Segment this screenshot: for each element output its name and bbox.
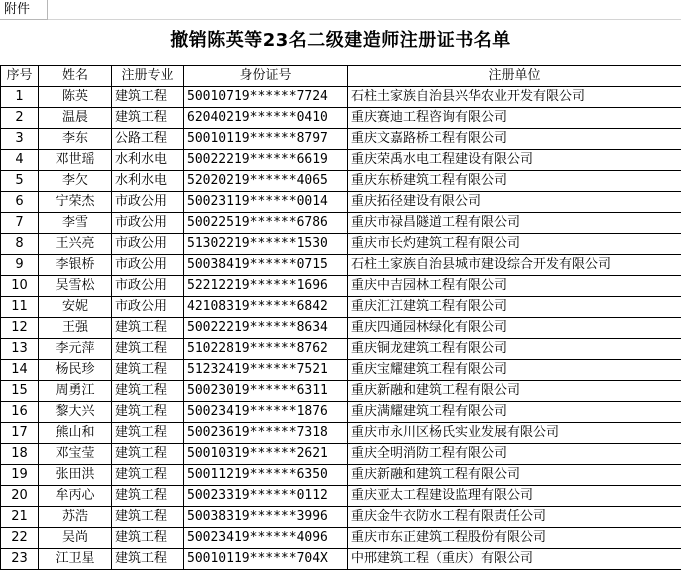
cell-specialty: 建筑工程 (112, 108, 184, 129)
cell-name: 李东 (39, 129, 112, 150)
cell-no: 23 (1, 549, 39, 570)
cell-unit: 重庆中吉园林工程有限公司 (348, 276, 681, 297)
cell-unit: 中邢建筑工程（重庆）有限公司 (348, 549, 681, 570)
cell-no: 3 (1, 129, 39, 150)
revocation-table (0, 65, 681, 570)
table-row (1, 150, 681, 171)
cell-specialty: 建筑工程 (112, 402, 184, 423)
cell-name: 邓宝莹 (39, 444, 112, 465)
cell-unit: 石柱土家族自治县兴华农业开发有限公司 (348, 87, 681, 108)
cell-unit: 重庆拓径建设有限公司 (348, 192, 681, 213)
cell-unit: 重庆满耀建筑工程有限公司 (348, 402, 681, 423)
header-unit: 注册单位 (348, 66, 681, 87)
table-row (1, 171, 681, 192)
cell-name: 黎大兴 (39, 402, 112, 423)
cell-unit: 重庆赛迪工程咨询有限公司 (348, 108, 681, 129)
table-row (1, 381, 681, 402)
cell-specialty: 建筑工程 (112, 465, 184, 486)
cell-id-number: 50010119******8797 (184, 129, 348, 150)
header-id-number: 身份证号 (184, 66, 348, 87)
cell-no: 19 (1, 465, 39, 486)
table-row (1, 402, 681, 423)
cell-specialty: 建筑工程 (112, 339, 184, 360)
table-row (1, 255, 681, 276)
cell-no: 7 (1, 213, 39, 234)
table-row (1, 276, 681, 297)
cell-id-number: 50010119******704X (184, 549, 348, 570)
cell-no: 18 (1, 444, 39, 465)
cell-name: 吴尚 (39, 528, 112, 549)
cell-id-number: 51022819******8762 (184, 339, 348, 360)
attachment-label: 附件 (0, 0, 48, 20)
cell-name: 李欠 (39, 171, 112, 192)
header-specialty: 注册专业 (112, 66, 184, 87)
cell-specialty: 市政公用 (112, 276, 184, 297)
cell-id-number: 50023019******6311 (184, 381, 348, 402)
table-row (1, 318, 681, 339)
cell-specialty: 建筑工程 (112, 507, 184, 528)
cell-unit: 重庆汇江建筑工程有限公司 (348, 297, 681, 318)
table-row (1, 129, 681, 150)
cell-no: 15 (1, 381, 39, 402)
cell-no: 5 (1, 171, 39, 192)
cell-name: 张田洪 (39, 465, 112, 486)
cell-unit: 重庆市禄昌隧道工程有限公司 (348, 213, 681, 234)
cell-name: 安妮 (39, 297, 112, 318)
cell-specialty: 建筑工程 (112, 528, 184, 549)
cell-id-number: 62040219******0410 (184, 108, 348, 129)
cell-no: 2 (1, 108, 39, 129)
cell-unit: 石柱土家族自治县城市建设综合开发有限公司 (348, 255, 681, 276)
cell-unit: 重庆全明消防工程有限公司 (348, 444, 681, 465)
cell-unit: 重庆文嘉路桥工程有限公司 (348, 129, 681, 150)
cell-specialty: 建筑工程 (112, 549, 184, 570)
cell-specialty: 市政公用 (112, 234, 184, 255)
table-row (1, 423, 681, 444)
cell-name: 李雪 (39, 213, 112, 234)
cell-specialty: 建筑工程 (112, 444, 184, 465)
cell-specialty: 建筑工程 (112, 486, 184, 507)
cell-unit: 重庆亚太工程建设监理有限公司 (348, 486, 681, 507)
cell-id-number: 50038319******3996 (184, 507, 348, 528)
cell-unit: 重庆新融和建筑工程有限公司 (348, 465, 681, 486)
cell-unit: 重庆宝耀建筑工程有限公司 (348, 360, 681, 381)
cell-no: 6 (1, 192, 39, 213)
table-row (1, 549, 681, 570)
cell-name: 王强 (39, 318, 112, 339)
cell-no: 17 (1, 423, 39, 444)
cell-specialty: 建筑工程 (112, 423, 184, 444)
cell-name: 李元萍 (39, 339, 112, 360)
cell-specialty: 市政公用 (112, 213, 184, 234)
cell-specialty: 市政公用 (112, 255, 184, 276)
cell-no: 9 (1, 255, 39, 276)
table-row (1, 507, 681, 528)
cell-unit: 重庆荣禹水电工程建设有限公司 (348, 150, 681, 171)
cell-id-number: 42108319******6842 (184, 297, 348, 318)
cell-specialty: 建筑工程 (112, 318, 184, 339)
sheet-gridline (48, 19, 681, 20)
cell-no: 16 (1, 402, 39, 423)
cell-name: 邓世瑶 (39, 150, 112, 171)
cell-id-number: 50010719******7724 (184, 87, 348, 108)
table-row (1, 108, 681, 129)
cell-unit: 重庆铜龙建筑工程有限公司 (348, 339, 681, 360)
cell-no: 20 (1, 486, 39, 507)
document-title: 撤销陈英等23名二级建造师注册证书名单 (0, 26, 681, 56)
table-row (1, 360, 681, 381)
header-name: 姓名 (39, 66, 112, 87)
cell-name: 王兴亮 (39, 234, 112, 255)
cell-id-number: 50023119******0014 (184, 192, 348, 213)
cell-no: 11 (1, 297, 39, 318)
cell-id-number: 50038419******0715 (184, 255, 348, 276)
cell-id-number: 50022219******8634 (184, 318, 348, 339)
cell-id-number: 51232419******7521 (184, 360, 348, 381)
table-header-row (1, 66, 681, 87)
cell-no: 14 (1, 360, 39, 381)
table-row (1, 444, 681, 465)
cell-name: 江卫星 (39, 549, 112, 570)
cell-id-number: 51302219******1530 (184, 234, 348, 255)
table-row (1, 87, 681, 108)
cell-unit: 重庆新融和建筑工程有限公司 (348, 381, 681, 402)
cell-id-number: 50023419******1876 (184, 402, 348, 423)
cell-id-number: 50022219******6619 (184, 150, 348, 171)
cell-no: 21 (1, 507, 39, 528)
cell-no: 12 (1, 318, 39, 339)
cell-id-number: 52212219******1696 (184, 276, 348, 297)
cell-name: 牟丙心 (39, 486, 112, 507)
cell-unit: 重庆东桥建筑工程有限公司 (348, 171, 681, 192)
cell-name: 李银桥 (39, 255, 112, 276)
cell-name: 陈英 (39, 87, 112, 108)
cell-no: 4 (1, 150, 39, 171)
cell-no: 1 (1, 87, 39, 108)
cell-unit: 重庆四通园林绿化有限公司 (348, 318, 681, 339)
cell-specialty: 建筑工程 (112, 360, 184, 381)
cell-id-number: 50023619******7318 (184, 423, 348, 444)
cell-name: 苏浩 (39, 507, 112, 528)
header-no: 序号 (1, 66, 39, 87)
cell-specialty: 市政公用 (112, 297, 184, 318)
cell-unit: 重庆金牛衣防水工程有限责任公司 (348, 507, 681, 528)
cell-name: 熊山和 (39, 423, 112, 444)
cell-name: 周勇江 (39, 381, 112, 402)
cell-unit: 重庆市东正建筑工程股份有限公司 (348, 528, 681, 549)
cell-name: 杨民珍 (39, 360, 112, 381)
table-row (1, 465, 681, 486)
cell-no: 8 (1, 234, 39, 255)
table-row (1, 297, 681, 318)
cell-unit: 重庆市永川区杨氏实业发展有限公司 (348, 423, 681, 444)
cell-name: 温晨 (39, 108, 112, 129)
table-row (1, 486, 681, 507)
cell-id-number: 50022519******6786 (184, 213, 348, 234)
table-row (1, 213, 681, 234)
cell-no: 13 (1, 339, 39, 360)
cell-specialty: 市政公用 (112, 192, 184, 213)
cell-no: 10 (1, 276, 39, 297)
cell-id-number: 52020219******4065 (184, 171, 348, 192)
table-row (1, 192, 681, 213)
cell-id-number: 50011219******6350 (184, 465, 348, 486)
table-row (1, 339, 681, 360)
cell-no: 22 (1, 528, 39, 549)
cell-unit: 重庆市长灼建筑工程有限公司 (348, 234, 681, 255)
cell-specialty: 水利水电 (112, 150, 184, 171)
cell-specialty: 建筑工程 (112, 87, 184, 108)
cell-id-number: 50023319******0112 (184, 486, 348, 507)
cell-specialty: 建筑工程 (112, 381, 184, 402)
cell-id-number: 50010319******2621 (184, 444, 348, 465)
cell-name: 宁荣杰 (39, 192, 112, 213)
table-row (1, 234, 681, 255)
cell-id-number: 50023419******4096 (184, 528, 348, 549)
cell-specialty: 公路工程 (112, 129, 184, 150)
cell-specialty: 水利水电 (112, 171, 184, 192)
cell-name: 吴雪松 (39, 276, 112, 297)
table-row (1, 528, 681, 549)
